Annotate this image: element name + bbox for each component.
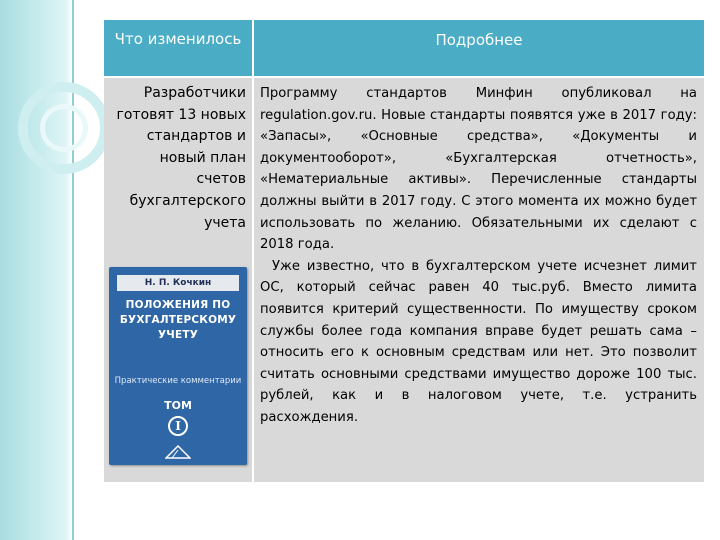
change-summary: Разработчики готовят 13 новых стандартов и новый план счетов бухгалтерского учета: [116, 85, 246, 231]
book-cover-image: [109, 267, 247, 465]
info-table: [104, 20, 704, 482]
book-title: ПОЛОЖЕНИЯ ПО БУХГАЛТЕРСКОМУ УЧЕТУ: [119, 299, 237, 341]
details-text: [260, 83, 697, 429]
header-details: Подробнее: [435, 31, 523, 49]
details-paragraph-2: Уже известно, что в бухгалтерском учете исчезнет лимит ОС, который сейчас равен 40 тыс.руб. Вместо лимита появится критерий существенности. По имуществу сроком службы более года компания вправе будет решать сама – относить его к основным средствам или нет. Это позволит считать основными средствами имущество дороже 100 тыс. рублей, как и в налоговом учете, т.е. устранить расхождения.: [260, 258, 697, 425]
publisher-logo-icon: [165, 445, 191, 459]
header-what-changed: Что изменилось: [114, 30, 242, 48]
side-band-edge: [72, 0, 74, 540]
book-subtitle: Практические комментарии: [114, 376, 242, 386]
decorative-ring-inner: [40, 104, 88, 152]
book-author: Н. П. Кочкин: [144, 278, 212, 288]
column-divider: [252, 20, 254, 482]
book-volume-label: ТОМ: [164, 399, 192, 412]
details-paragraph-1: Программу стандартов Минфин опубликовал на regulation.gov.ru. Новые стандарты появятся уже в 2017 году: «Запасы», «Основные средства», «Документы и документооборот», «Бухгалтерская отчетность», «Нематериальные активы». Перечисленные стандарты должны выйти в 2017 году. С этого момента их можно будет использовать по желанию. Обязательными их сделают с 2018 года.: [260, 86, 697, 253]
decorative-side-band: [0, 0, 72, 540]
book-volume-number: I: [168, 416, 188, 436]
